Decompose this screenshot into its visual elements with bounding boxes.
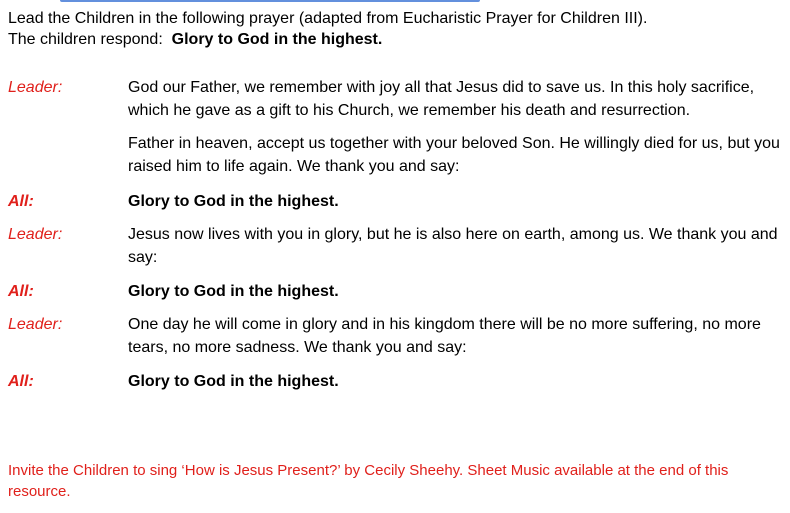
prayer-dialogue (8, 76, 782, 393)
leader-text (128, 76, 782, 178)
prayer-row-leader-3 (8, 313, 782, 359)
all-response: Glory to God in the highest. (128, 283, 339, 300)
speaker-label: All: (8, 193, 34, 210)
clipped-heading-fragment (0, 0, 790, 4)
speaker-label: Leader: (8, 316, 63, 333)
prayer-row-all-1 (8, 190, 782, 213)
closing-instruction: Invite the Children to sing ‘How is Jesus Present?’ by Cecily Sheehy. Sheet Music available at the end of this resource. (8, 462, 729, 500)
leader-paragraph: Father in heaven, accept us together with your beloved Son. He willingly died for us, but you raised him to life again. We thank you and say: (128, 135, 780, 175)
speaker-label: All: (8, 373, 34, 390)
intro-instructions (8, 8, 782, 50)
speaker-label: Leader: (8, 79, 63, 96)
prayer-row-all-2 (8, 280, 782, 303)
leader-text (128, 223, 782, 269)
all-response: Glory to God in the highest. (128, 193, 339, 210)
leader-paragraph: One day he will come in glory and in his kingdom there will be no more suffering, no more tears, no more sadness. We thank you and say: (128, 316, 761, 356)
leader-paragraph: God our Father, we remember with joy all that Jesus did to save us. In this holy sacrifice, which he gave as a gift to his Church, we remember his death and resurrection. (128, 79, 755, 119)
speaker-label: All: (8, 283, 34, 300)
intro-line-2-prefix: The children respond: (8, 31, 163, 48)
prayer-row-leader-1 (8, 76, 782, 178)
intro-line-2-response: Glory to God in the highest. (171, 31, 383, 48)
speaker-label: Leader: (8, 226, 63, 243)
document-page (8, 8, 782, 500)
prayer-row-leader-2 (8, 223, 782, 269)
all-response: Glory to God in the highest. (128, 373, 339, 390)
clipped-heading-bar (60, 0, 480, 2)
intro-line-1: Lead the Children in the following prayer (adapted from Eucharistic Prayer for Children III). (8, 10, 648, 27)
prayer-row-all-3 (8, 370, 782, 393)
leader-paragraph: Jesus now lives with you in glory, but he is also here on earth, among us. We thank you and say: (128, 226, 778, 266)
leader-text (128, 313, 782, 359)
